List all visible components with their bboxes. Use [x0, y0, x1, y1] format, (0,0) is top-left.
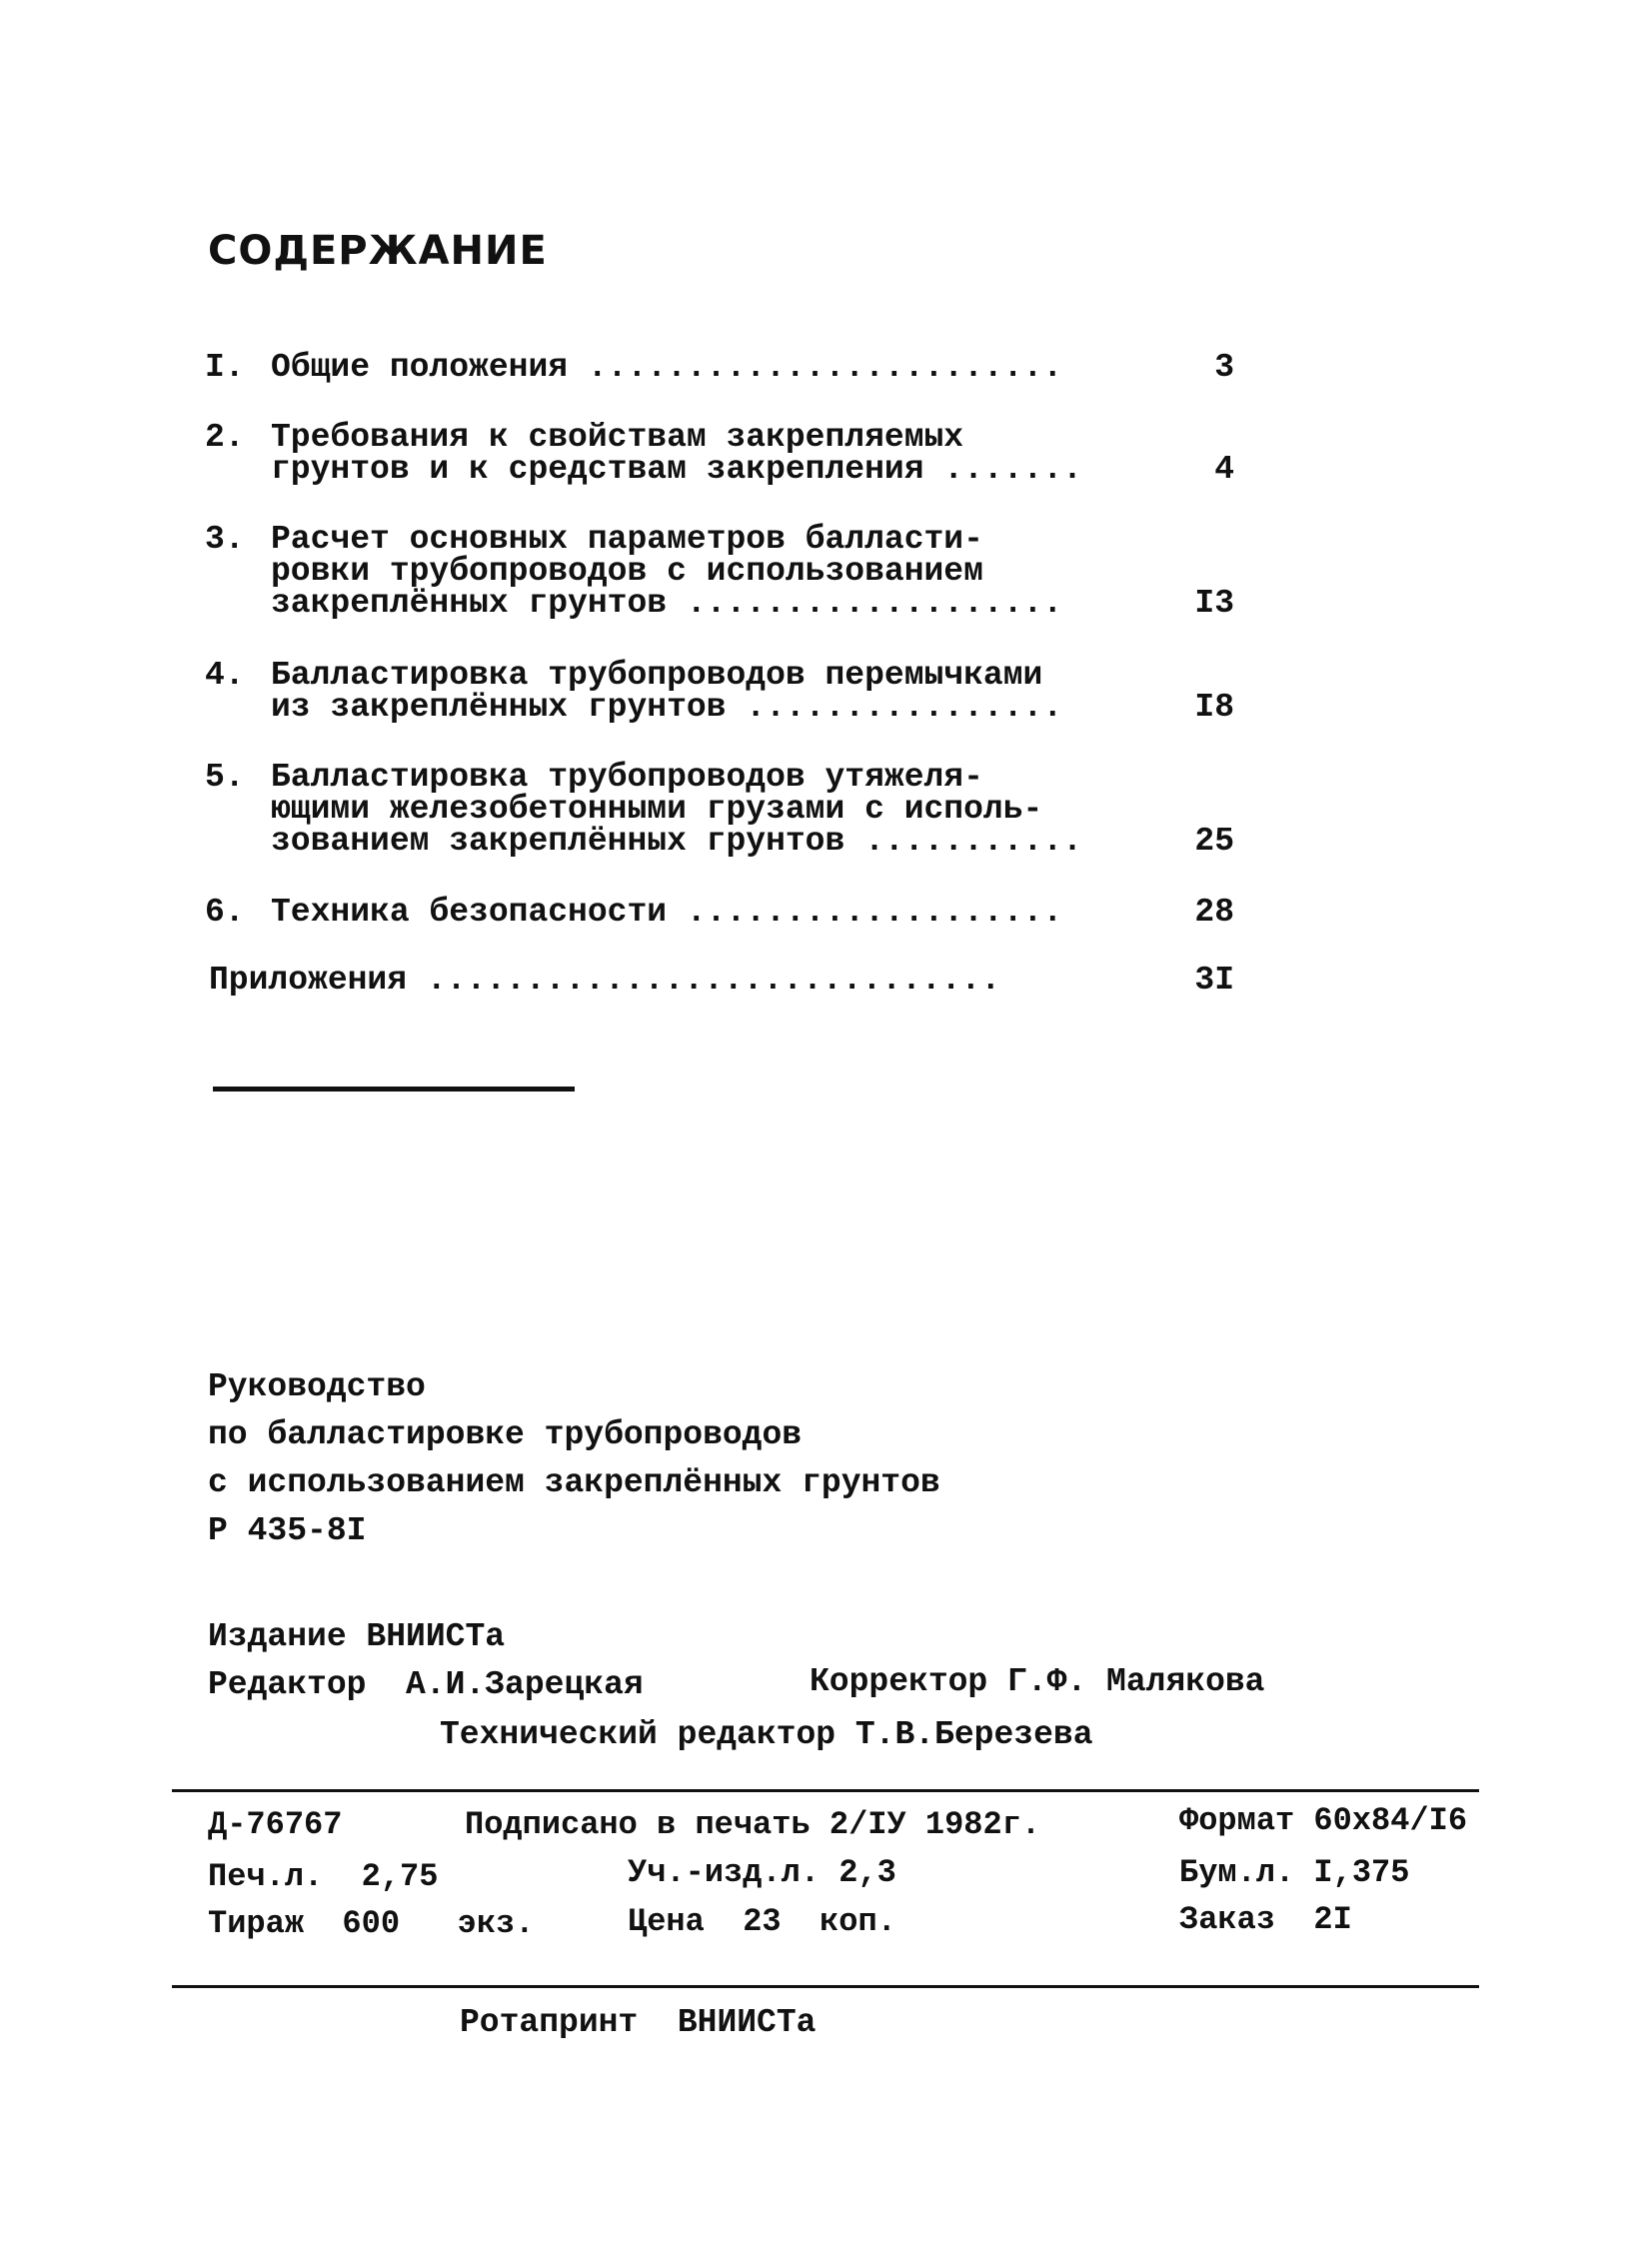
toc-entry-page: 3 — [1214, 349, 1234, 386]
imprint-bottom-rule — [172, 1985, 1479, 1988]
toc-entry-number: 3. — [205, 521, 245, 558]
corrector: Корректор Г.Ф. Малякова — [810, 1663, 1265, 1700]
toc-entry-title: ющими железобетонными грузами с исполь- — [271, 791, 1043, 828]
order-code: Д-76767 — [208, 1806, 343, 1843]
toc-entry-title: ровки трубопроводов с использованием — [271, 553, 983, 590]
toc-entry-title: зованием закреплённых грунтов ........... — [271, 823, 1082, 860]
price: Цена 23 коп. — [628, 1903, 896, 1940]
toc-entry-page: I3 — [1194, 585, 1234, 622]
toc-entry-title: Балластировка трубопроводов перемычками — [271, 657, 1043, 694]
toc-entry-number: I. — [205, 349, 245, 386]
print-run: Тираж 600 экз. — [208, 1905, 535, 1942]
section-divider — [213, 1087, 575, 1092]
toc-entry-title: Балластировка трубопроводов утяжеля- — [271, 759, 983, 796]
toc-entry-number: 6. — [205, 894, 245, 931]
printer-footer: Ротапринт ВНИИСТа — [460, 2004, 817, 2041]
toc-entry-page: 3I — [1194, 962, 1234, 999]
editor: Редактор А.И.Зарецкая — [208, 1666, 644, 1703]
toc-entry-title: из закреплённых грунтов ................ — [271, 689, 1063, 726]
paper-sheets: Бум.л. I,375 — [1179, 1854, 1410, 1891]
imprint-top-rule — [172, 1789, 1479, 1792]
document-title-line: с использованием закреплённых грунтов — [208, 1464, 940, 1501]
toc-entry-title: Приложения ............................. — [209, 962, 1001, 999]
print-sheets: Печ.л. 2,75 — [208, 1858, 439, 1895]
signed-to-print: Подписано в печать 2/IУ 1982г. — [465, 1806, 1041, 1843]
publisher: Издание ВНИИСТа — [208, 1618, 506, 1655]
document-code: Р 435-8I — [208, 1512, 367, 1549]
toc-entry-page: I8 — [1194, 689, 1234, 726]
paper-format: Формат 60х84/I6 — [1179, 1802, 1468, 1839]
document-title-line: Руководство — [208, 1368, 426, 1405]
toc-entry-number: 2. — [205, 419, 245, 456]
publisher-sheets: Уч.-изд.л. 2,3 — [628, 1854, 896, 1891]
toc-entry-title: Общие положения ........................ — [271, 349, 1063, 386]
toc-entry-page: 25 — [1194, 823, 1234, 860]
toc-entry-title: Расчет основных параметров балласти- — [271, 521, 983, 558]
toc-entry-title: Техника безопасности ................... — [271, 894, 1063, 931]
toc-entry-title: закреплённых грунтов ................... — [271, 585, 1063, 622]
technical-editor: Технический редактор Т.В.Березева — [440, 1716, 1093, 1753]
toc-entry-title: грунтов и к средствам закрепления ....... — [271, 451, 1082, 488]
toc-entry-title: Требования к свойствам закрепляемых — [271, 419, 964, 456]
toc-entry-page: 4 — [1214, 451, 1234, 488]
toc-entry-number: 5. — [205, 759, 245, 796]
toc-entry-number: 4. — [205, 657, 245, 694]
document-title-line: по балластировке трубопроводов — [208, 1416, 803, 1453]
toc-entry-page: 28 — [1194, 894, 1234, 931]
page-title: СОДЕРЖАНИЕ — [208, 228, 548, 274]
order-number: Заказ 2I — [1179, 1901, 1352, 1938]
